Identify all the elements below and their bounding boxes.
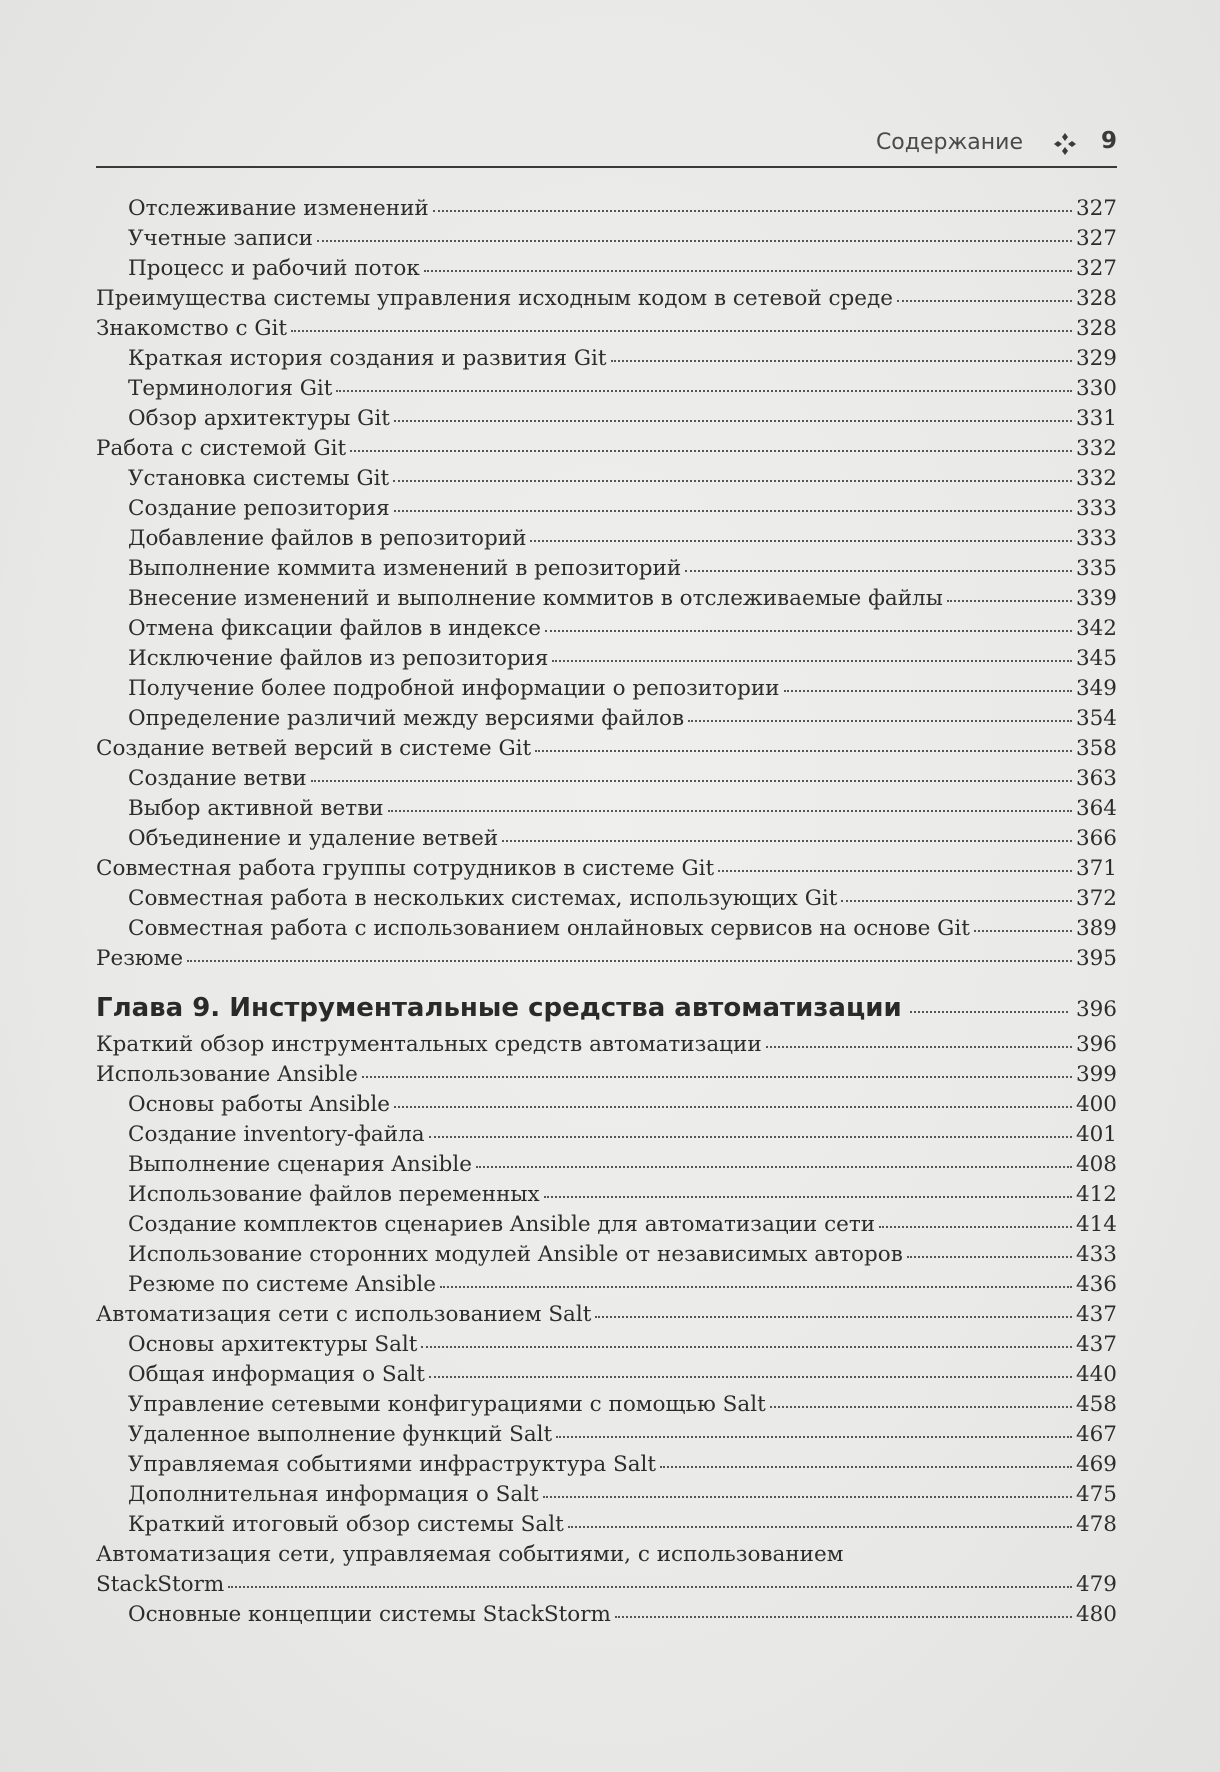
toc-section-entry-continuation <box>96 1570 1117 1600</box>
toc-subsection-entry <box>96 704 1117 734</box>
toc-subsection-entry <box>96 1360 1117 1390</box>
toc-entry-title: Управление сетевыми конфигурациями с помощью Salt <box>128 1392 766 1417</box>
toc-entry-page: 358 <box>1075 736 1117 761</box>
toc-section-entry <box>96 1540 1117 1570</box>
toc-entry-title: Получение более подробной информации о репозитории <box>128 676 780 701</box>
toc-entry-page: 395 <box>1075 946 1117 971</box>
toc-subsection-entry <box>96 1240 1117 1270</box>
toc-entry-title: Знакомство с Git <box>96 316 288 341</box>
dot-leader <box>685 562 1072 572</box>
toc-entry-title: Создание репозитория <box>128 496 390 521</box>
dot-leader <box>611 352 1072 362</box>
toc-entry-page: 408 <box>1075 1152 1117 1177</box>
running-head <box>96 126 1117 168</box>
toc-entry-page: 401 <box>1075 1122 1117 1147</box>
toc-entry-title: Дополнительная информация о Salt <box>128 1482 539 1507</box>
toc-entry-title: Выбор активной ветви <box>128 796 384 821</box>
toc-entry-page: 333 <box>1075 496 1117 521</box>
toc-subsection-entry <box>96 884 1117 914</box>
toc-entry-page: 399 <box>1075 1062 1117 1087</box>
toc-entry-title: Определение различий между версиями файлов <box>128 706 685 731</box>
dot-leader <box>766 1038 1072 1048</box>
dot-leader <box>770 1398 1072 1408</box>
dot-leader <box>556 1428 1072 1438</box>
toc-subsection-entry <box>96 824 1117 854</box>
toc-entry-title: Резюме по системе Ansible <box>128 1272 436 1297</box>
toc-entry-title: Установка системы Git <box>128 466 390 491</box>
toc-entry-page: 328 <box>1075 316 1117 341</box>
toc-entry-title: Использование Ansible <box>96 1062 358 1087</box>
toc-entry-title: Исключение файлов из репозитория <box>128 646 549 671</box>
toc-subsection-entry <box>96 1480 1117 1510</box>
toc-entry-title: Краткий обзор инструментальных средств автоматизации <box>96 1032 762 1057</box>
toc-entry-title: Преимущества системы управления исходным кодом в сетевой среде <box>96 286 893 311</box>
toc-entry-title: Терминология Git <box>128 376 333 401</box>
toc-subsection-entry <box>96 374 1117 404</box>
toc-subsection-entry <box>96 1270 1117 1300</box>
toc-subsection-entry <box>96 194 1117 224</box>
dot-leader <box>429 1128 1072 1138</box>
toc-entry-title: Работа с системой Git <box>96 436 347 461</box>
dot-leader <box>784 682 1072 692</box>
toc-entry-page: 414 <box>1075 1212 1117 1237</box>
toc-entry-title: Добавление файлов в репозиторий <box>128 526 527 551</box>
page-number: 9 <box>1100 128 1117 154</box>
dot-leader <box>841 892 1072 902</box>
toc-entry-page: 332 <box>1075 436 1117 461</box>
toc-entry-page: 475 <box>1075 1482 1117 1507</box>
four-diamond-ornament-icon <box>1053 132 1077 156</box>
toc-entry-title: Внесение изменений и выполнение коммитов в отслеживаемые файлы <box>128 586 943 611</box>
toc-entry-title: Автоматизация сети с использованием Salt <box>96 1302 592 1327</box>
toc-section-entry <box>96 854 1117 884</box>
dot-leader <box>433 202 1072 212</box>
toc-section-entry <box>96 944 1117 974</box>
dot-leader <box>476 1158 1072 1168</box>
dot-leader <box>660 1458 1072 1468</box>
dot-leader <box>228 1578 1072 1588</box>
toc-entry-page: 332 <box>1075 466 1117 491</box>
toc-subsection-entry <box>96 614 1117 644</box>
toc-entry-page: 327 <box>1075 196 1117 221</box>
toc-subsection-entry <box>96 1150 1117 1180</box>
toc-entry-title: Использование файлов переменных <box>128 1182 540 1207</box>
toc-subsection-entry <box>96 1600 1117 1630</box>
toc-entry-title: Краткий итоговый обзор системы Salt <box>128 1512 564 1537</box>
toc-section-entry <box>96 314 1117 344</box>
toc-entry-title: Совместная работа группы сотрудников в системе Git <box>96 856 715 881</box>
dot-leader <box>424 262 1072 272</box>
dot-leader <box>545 622 1072 632</box>
dot-leader <box>311 772 1072 782</box>
toc-entry-title: Учетные записи <box>128 226 313 251</box>
dot-leader <box>502 832 1072 842</box>
toc-entry-page: 396 <box>1075 997 1117 1022</box>
toc-entry-title: Процесс и рабочий поток <box>128 256 420 281</box>
toc-entry-title: Общая информация о Salt <box>128 1362 425 1387</box>
toc-subsection-entry <box>96 764 1117 794</box>
toc-entry-title: Краткая история создания и развития Git <box>128 346 607 371</box>
toc-entry-title: Выполнение коммита изменений в репозиторий <box>128 556 682 581</box>
toc-subsection-entry <box>96 464 1117 494</box>
toc-subsection-entry <box>96 1120 1117 1150</box>
toc-entry-page: 372 <box>1075 886 1117 911</box>
toc-section-entry <box>96 734 1117 764</box>
dot-leader <box>595 1308 1072 1318</box>
dot-leader <box>910 1003 1068 1013</box>
toc-subsection-entry <box>96 1510 1117 1540</box>
dot-leader <box>429 1368 1072 1378</box>
toc-subsection-entry <box>96 554 1117 584</box>
toc-entry-page: 437 <box>1075 1332 1117 1357</box>
toc-entry-page: 333 <box>1075 526 1117 551</box>
dot-leader <box>187 952 1072 962</box>
dot-leader <box>544 1188 1072 1198</box>
toc-subsection-entry <box>96 1180 1117 1210</box>
dot-leader <box>974 922 1072 932</box>
toc-entry-page: 327 <box>1075 256 1117 281</box>
toc-entry-title: Отмена фиксации файлов в индексе <box>128 616 542 641</box>
toc-entry-title: Основы архитектуры Salt <box>128 1332 418 1357</box>
dot-leader <box>947 592 1072 602</box>
toc-entry-title: Использование сторонних модулей Ansible от независимых авторов <box>128 1242 903 1267</box>
toc-entry-page: 389 <box>1075 916 1117 941</box>
toc-subsection-entry <box>96 1090 1117 1120</box>
toc-entry-title: Обзор архитектуры Git <box>128 406 390 431</box>
dot-leader <box>568 1518 1072 1528</box>
toc-entry-page: 328 <box>1075 286 1117 311</box>
toc-entry-page: 433 <box>1075 1242 1117 1267</box>
toc-entry-page: 364 <box>1075 796 1117 821</box>
toc-section-entry <box>96 1030 1117 1060</box>
toc-entry-title: Резюме <box>96 946 184 971</box>
dot-leader <box>394 502 1072 512</box>
toc-entry-title: Автоматизация сети, управляемая событиями, с использованием <box>96 1542 844 1567</box>
toc-entry-page: 396 <box>1075 1032 1117 1057</box>
toc-entry-page: 478 <box>1075 1512 1117 1537</box>
toc-subsection-entry <box>96 1420 1117 1450</box>
toc-subsection-entry <box>96 524 1117 554</box>
toc-entry-title: Создание комплектов сценариев Ansible для автоматизации сети <box>128 1212 876 1237</box>
toc-entry-title: Создание inventory-файла <box>128 1122 425 1147</box>
toc-entry-page: 330 <box>1075 376 1117 401</box>
toc-entry-page: 479 <box>1075 1572 1117 1597</box>
dot-leader <box>907 1248 1072 1258</box>
toc-entry-title: Отслеживание изменений <box>128 196 429 221</box>
toc-subsection-entry <box>96 584 1117 614</box>
dot-leader <box>421 1338 1072 1348</box>
toc-entry-page: 327 <box>1075 226 1117 251</box>
toc-entry-page: 354 <box>1075 706 1117 731</box>
toc-entry-title: Основы работы Ansible <box>128 1092 390 1117</box>
dot-leader <box>535 742 1072 752</box>
toc-entry-page: 329 <box>1075 346 1117 371</box>
dot-leader <box>897 292 1072 302</box>
toc-entry-page: 366 <box>1075 826 1117 851</box>
toc-section-entry <box>96 434 1117 464</box>
toc-entry-page: 458 <box>1075 1392 1117 1417</box>
toc-entry-page: 412 <box>1075 1182 1117 1207</box>
toc-entry-page: 437 <box>1075 1302 1117 1327</box>
dot-leader <box>336 382 1072 392</box>
toc-subsection-entry <box>96 794 1117 824</box>
toc-subsection-entry <box>96 404 1117 434</box>
toc-subsection-entry <box>96 1210 1117 1240</box>
toc-entry-title: Совместная работа с использованием онлайновых сервисов на основе Git <box>128 916 970 941</box>
running-head-title: Содержание <box>875 130 1023 155</box>
toc-entry-page: 339 <box>1075 586 1117 611</box>
toc-subsection-entry <box>96 674 1117 704</box>
chapter-heading <box>96 988 1117 1028</box>
toc-entry-page: 342 <box>1075 616 1117 641</box>
toc-entry-page: 440 <box>1075 1362 1117 1387</box>
toc-subsection-entry <box>96 1330 1117 1360</box>
toc-section-entry <box>96 284 1117 314</box>
dot-leader <box>552 652 1071 662</box>
toc-entry-title: Создание ветвей версий в системе Git <box>96 736 532 761</box>
toc-entry-title: Создание ветви <box>128 766 307 791</box>
dot-leader <box>615 1608 1072 1618</box>
dot-leader <box>718 862 1072 872</box>
dot-leader <box>362 1068 1072 1078</box>
toc-entry-page: 436 <box>1075 1272 1117 1297</box>
toc-entry-title: Управляемая событиями инфраструктура Salt <box>128 1452 657 1477</box>
toc-entry-title: Объединение и удаление ветвей <box>128 826 499 851</box>
toc-subsection-entry <box>96 344 1117 374</box>
toc-entry-title-continuation: StackStorm <box>96 1572 225 1597</box>
toc-entry-page: 335 <box>1075 556 1117 581</box>
dot-leader <box>393 472 1072 482</box>
dot-leader <box>879 1218 1072 1228</box>
toc-entry-title: Совместная работа в нескольких системах, использующих Git <box>128 886 838 911</box>
dot-leader <box>350 442 1072 452</box>
dot-leader <box>388 802 1072 812</box>
toc-entry-page: 371 <box>1075 856 1117 881</box>
toc-entry-page: 469 <box>1075 1452 1117 1477</box>
toc-entry-title: Удаленное выполнение функций Salt <box>128 1422 553 1447</box>
table-of-contents <box>96 194 1117 1630</box>
toc-subsection-entry <box>96 224 1117 254</box>
dot-leader <box>394 1098 1072 1108</box>
toc-subsection-entry <box>96 644 1117 674</box>
toc-subsection-entry <box>96 1450 1117 1480</box>
dot-leader <box>317 232 1072 242</box>
dot-leader <box>394 412 1072 422</box>
dot-leader <box>440 1278 1072 1288</box>
dot-leader <box>688 712 1072 722</box>
toc-section-entry <box>96 1060 1117 1090</box>
toc-entry-page: 331 <box>1075 406 1117 431</box>
toc-subsection-entry <box>96 494 1117 524</box>
toc-subsection-entry <box>96 1390 1117 1420</box>
toc-entry-page: 345 <box>1075 646 1117 671</box>
toc-entry-page: 400 <box>1075 1092 1117 1117</box>
chapter-title: Глава 9. Инструментальные средства автоматизации <box>96 993 902 1023</box>
toc-entry-page: 349 <box>1075 676 1117 701</box>
toc-entry-page: 480 <box>1075 1602 1117 1627</box>
toc-section-entry <box>96 1300 1117 1330</box>
dot-leader <box>291 322 1072 332</box>
dot-leader <box>543 1488 1072 1498</box>
toc-entry-title: Выполнение сценария Ansible <box>128 1152 472 1177</box>
dot-leader <box>530 532 1072 542</box>
toc-entry-title: Основные концепции системы StackStorm <box>128 1602 611 1627</box>
toc-subsection-entry <box>96 914 1117 944</box>
toc-entry-page: 467 <box>1075 1422 1117 1447</box>
toc-entry-page: 363 <box>1075 766 1117 791</box>
toc-subsection-entry <box>96 254 1117 284</box>
